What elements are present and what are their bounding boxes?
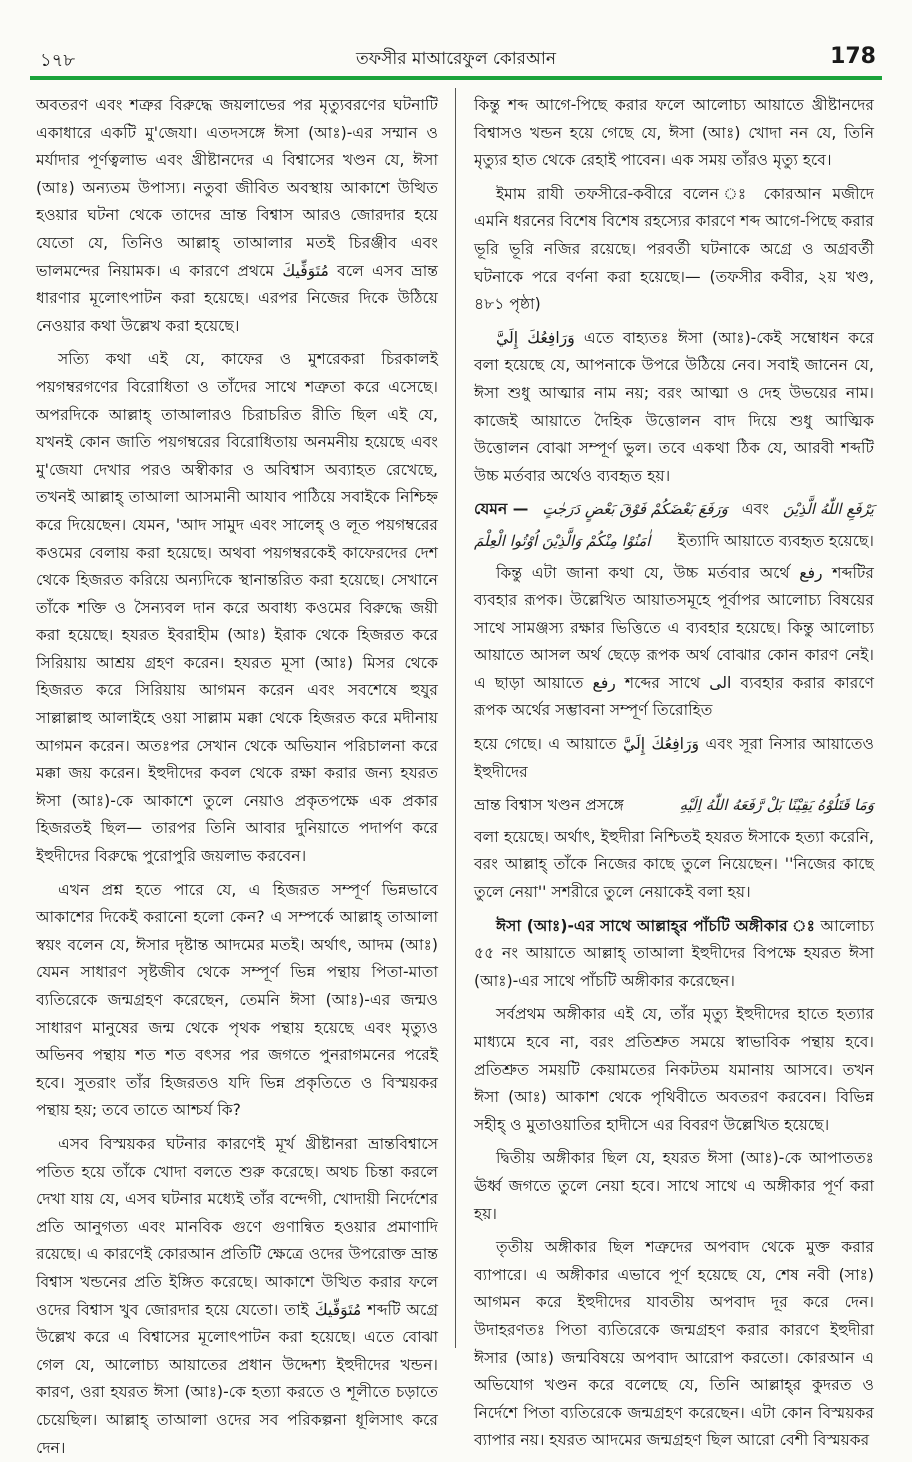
left-column: [36, 92, 438, 1457]
right-paragraph-2: ইমাম রাযী তফসীরে-কবীরে বলেন ঃ কোরআন মজীদে এমনি ধরনের বিশেষ বিশেষ রহস্যের কারণে শব্দ আগে-পিছে করার ভূরি ভূরি নজির রয়েছে। পরবর্তী ঘটনাকে অগ্রে ও অগ্রবর্তী ঘটনাকে পরে বর্ণনা করা হয়েছে।— (তফসীর কবীর, ২য় খণ্ড, ৪৮১ পৃষ্ঠা): [474, 184, 874, 314]
right-paragraph-11: তৃতীয় অঙ্গীকার ছিল শত্রুদের অপবাদ থেকে মুক্ত করার ব্যাপারে। এ অঙ্গীকার এভাবে পূর্ণ হয়েছে যে, শেষ নবী (সাঃ) আগমন করে ইহুদীদের যাবতীয় অপবাদ দূর করে দেন। উদাহরণতঃ পিতা ব্যতিরেকে জন্মগ্রহণ করার কারণে ইহুদীরা ঈসার (আঃ) জন্মবিষয়ে অপবাদ আরোপ করতো। কোরআন এ অভিযোগ খণ্ডন করে বলেছে যে, তিনি আল্লাহ্‌র কুদরত ও নির্দেশে পিতা ব্যতিরেকে জন্মগ্রহণ করেছেন। এটা কোন বিস্ময়কর ব্যাপার নয়। হযরত আদমের জন্মগ্রহণ ছিল আরো বেশী বিস্ময়কর: [474, 1238, 874, 1450]
ayat-nisa-row: [474, 792, 874, 820]
page-number-latin: 178: [830, 44, 876, 69]
page-number-bengali: ১৭৮: [40, 50, 76, 71]
ayat-arabic-3: اٰمَنُوْا مِنْكُمْ وَالَّذِيْنَ اُوْتُوا الْعِلْمَ: [474, 531, 651, 550]
column-divider: [455, 88, 456, 1348]
ayat-example-row-2: [474, 528, 874, 556]
right-paragraph-4: কিন্তু এটা জানা কথা যে, উচ্চ মর্তবার অর্থে رفع শব্দটির ব্যবহার রূপক। উল্লেখিত আয়াতসমূহে পূর্বাপর আলোচ্য বিষয়ের সাথে সামঞ্জস্য রক্ষার ভিত্তিতে এ ব্যবহার হয়েছে। কিন্তু আলোচ্য আয়াতে আসল অর্থ ছেড়ে রূপক অর্থ বোঝার কোন কারণ নেই। এ ছাড়া আয়াতে رفع শব্দের সাথে الى ব্যবহার করার কারণে রূপক অর্থের সম্ভাবনা সম্পূর্ণ তিরোহিত: [474, 563, 874, 720]
right-paragraph-8: [474, 913, 874, 996]
right-paragraph-9: সর্বপ্রথম অঙ্গীকার এই যে, তাঁর মৃত্যু ইহুদীদের হাতে হত্যার মাধ্যমে হবে না, বরং প্রতিশ্রুত সময়ে স্বাভাবিক পন্থায় হবে। প্রতিশ্রুত সময়টি কেয়ামতের নিকটতম যমানায় আসবে। তখন ঈসা (আঃ) আকাশ থেকে পৃথিবীতে অবতরণ করবেন। বিভিন্ন সহীহ্‌ ও মুতাওয়াতির হাদীসে এর বিবরণ উল্লেখিত হয়েছে।: [474, 1005, 874, 1134]
ayat-conjunction: এবং: [741, 500, 769, 519]
ayat-nisa-intro: ভ্রান্ত বিশ্বাস খণ্ডন প্রসঙ্গে: [474, 796, 624, 815]
left-paragraph-3: এখন প্রশ্ন হতে পারে যে, এ হিজরত সম্পূর্ণ ভিন্নভাবে আকাশের দিকেই করানো হলো কেন? এ সম্পর্কে আল্লাহ্‌ তাআলা স্বয়ং বলেন যে, ঈসার দৃষ্টান্ত আদমের মতই। অর্থাৎ, আদম (আঃ) যেমন সাধারণ সৃষ্টজীব থেকে সম্পূর্ণ ভিন্ন পন্থায় পিতা-মাতা ব্যতিরেকে জন্মগ্রহণ করেছেন, তেমনি ঈসা (আঃ)-এর জন্মও সাধারণ মানুষের জন্ম থেকে পৃথক পন্থায় হয়েছে এবং মৃত্যুও অভিনব পন্থায় শত শত বৎসর পর জগতে পুনরাগমনের পরেই হবে। সুতরাং তাঁর হিজরতও যদি ভিন্ন প্রকৃতিতে ও বিস্ময়কর পন্থায় হয়; তবে তাতে আশ্চর্য কি?: [36, 880, 438, 1120]
five-promises-text: আলোচ্য ৫৫ নং আয়াতে আল্লাহ্‌ তাআলা ইহুদীদের বিপক্ষে হযরত ঈসা (আঃ)-এর সাথে পাঁচটি অঙ্গীকার করেছেন।: [474, 916, 874, 990]
left-paragraph-4: এসব বিস্ময়কর ঘটনার কারণেই মূর্খ খ্রীষ্টানরা ভ্রান্তবিশ্বাসে পতিত হয়ে তাঁকে খোদা বলতে শুরু করেছে। অথচ চিন্তা করলে দেখা যায় যে, এসব ঘটনার মধ্যেই তাঁর বন্দেগী, খোদায়ী নির্দেশের প্রতি আনুগত্য এবং মানবিক গুণে গুণান্বিত হওয়ার প্রমাণাদি রয়েছে। এ কারণেই কোরআন প্রতিটি ক্ষেত্রে ওদের উপরোক্ত ভ্রান্ত বিশ্বাস খন্ডনের প্রতি ইঙ্গিত করেছে। আকাশে উত্থিত করার ফলে ওদের বিশ্বাস খুব জোরদার হয়ে যেতো। তাই مُتَوَفِّيكَ শব্দটি অগ্রে উল্লেখ করে এ বিশ্বাসের মূলোৎপাটন করা হয়েছে। এতে বোঝা গেল যে, আলোচ্য আয়াতের প্রধান উদ্দেশ্য ইহুদীদের খন্ডন। কারণ, ওরা হযরত ঈসা (আঃ)-কে হত্যা করতে ও শূলীতে চড়াতে চেয়েছিল। আল্লাহ্‌ তাআলা ওদের সব পরিকল্পনা ধূলিসাৎ করে দেন।: [36, 1134, 438, 1457]
page-title: তফসীর মাআরেফুল কোরআন: [356, 49, 556, 69]
right-paragraph-7: বলা হয়েছে। অর্থাৎ, ইহুদীরা নিশ্চিতই হযরত ঈসাকে হত্যা করেনি, বরং আল্লাহ্‌ তাঁকে নিজের কাছে তুলে নিয়েছেন। ''নিজের কাছে তুলে নেয়া'' সশরীরে তুলে নেয়াকেই বলা হয়।: [474, 827, 874, 902]
ayat-arabic-2: يَرْفَعِ اللّٰهُ الَّذِيْنَ: [782, 500, 874, 519]
five-promises-heading: ঈসা (আঃ)-এর সাথে আল্লাহ্‌র পাঁচটি অঙ্গীকার ঃ: [496, 916, 816, 935]
right-paragraph-5: হয়ে গেছে। এ আয়াতে وَرَافِعُكَ إِلَيَّ এবং সূরা নিসার আয়াতেও ইহুদীদের: [474, 735, 874, 781]
ayat-row2-text: ইত্যাদি আয়াতে ব্যবহৃত হয়েছে।: [677, 531, 874, 550]
right-paragraph-1: কিন্তু শব্দ আগে-পিছে করার ফলে আলোচ্য আয়াতে খ্রীষ্টানদের বিশ্বাসও খন্ডন হয়ে গেছে যে, ঈসা (আঃ) খোদা নন যে, তিনি মৃত্যুর হাত থেকে রেহাই পাবেন। এক সময় তাঁরও মৃত্যু হবে।: [474, 96, 874, 170]
ayat-nisa-arabic: وَمَا قَتَلُوْهُ يَقِيْنًا بَلْ رَّفَعَهُ اللّٰهُ اِلَيْهِ: [679, 796, 874, 815]
ayat-example-row-1: [474, 496, 874, 524]
ayat-intro-label: যেমন —: [474, 500, 529, 519]
right-paragraph-3: وَرَافِعُكَ إِلَيَّ এতে বাহ্যতঃ ঈসা (আঃ)-কেই সম্বোধন করে বলা হয়েছে যে, আপনাকে উপরে উঠিয়ে নেব। সবাই জানেন যে, ঈসা শুধু আত্মার নাম নয়; বরং আত্মা ও দেহ উভয়ের নাম। কাজেই আয়াতে দৈহিক উত্তোলন বাদ দিয়ে শুধু আত্মিক উত্তোলন বোঝা সম্পূর্ণ ভুল। তবে একথা ঠিক যে, আরবী শব্দটি উচ্চ মর্তবার অর্থেও ব্যবহৃত হয়।: [474, 328, 874, 485]
header-rule: [30, 76, 882, 80]
left-paragraph-1: অবতরণ এবং শত্রুর বিরুদ্ধে জয়লাভের পর মৃত্যুবরণের ঘটনাটি একাধারে একটি মু'জেযা। এতদসঙ্গে ঈসা (আঃ)-এর সম্মান ও মর্যাদার পূর্ণত্বলাভ এবং খ্রীষ্টানদের এ বিশ্বাসের খণ্ডন যে, ঈসা (আঃ) অন্যতম উপাস্য। নতুবা জীবিত অবস্থায় আকাশে উত্থিত হওয়ার ঘটনা থেকে তাদের ভ্রান্ত বিশ্বাস আরও জোরদার হয়ে যেতো যে, তিনিও আল্লাহ্‌ তাআলার মতই চিরঞ্জীব এবং ভালমন্দের নিয়ামক। এ কারণে প্রথমে مُتَوَفِّيكَ বলে এসব ভ্রান্ত ধারণার মূলোৎপাটন করা হয়েছে। এরপর নিজের দিকে উঠিয়ে নেওয়ার কথা উল্লেখ করা হয়েছে।: [36, 96, 438, 335]
ayat-arabic-1: وَرَفَعَ بَعْضَكُمْ فَوْقَ بَعْضٍ دَرَجٰتٍ: [542, 500, 728, 519]
right-column: [474, 92, 874, 1450]
page-header: [30, 42, 882, 72]
left-paragraph-2: সত্যি কথা এই যে, কাফের ও মুশরেকরা চিরকালই পয়গম্বরগণের বিরোধিতা ও তাঁদের সাথে শত্রুতা করে এসেছে। অপরদিকে আল্লাহ্‌ তাআলারও চিরাচরিত রীতি ছিল এই যে, যখনই কোন জাতি পয়গম্বরের বিরোধিতায় অনমনীয় হয়েছে এবং মু'জেযা দেখার পরও অস্বীকার ও অবিশ্বাস অব্যাহত রেখেছে, তখনই আল্লাহ্‌ তাআলা আসমানী আযাব পাঠিয়ে সবাইকে নিশ্চিহ্ন করে দিয়েছেন। যেমন, 'আদ সামুদ এবং সালেহ্‌ ও লূত পয়গম্বরের কওমের বেলায় করা হয়েছে। অথবা পয়গম্বরকেই কাফেরদের দেশ থেকে হিজরত করিয়ে অন্যদিকে স্থানান্তরিত করা হয়েছে। সেখানে তাঁকে শক্তি ও সৈন্যবল দান করে অবাধ্য কওমের বিরুদ্ধে জয়ী করা হয়েছে। হযরত ইবরাহীম (আঃ) ইরাক থেকে হিজরত করে সিরিয়ায় আশ্রয় গ্রহণ করেন। হযরত মূসা (আঃ) মিসর থেকে হিজরত করে সিরিয়ায় আগমন করেন এবং সবশেষে হুযুর সাল্লাল্লাহু আলাইহে ওয়া সাল্লাম মক্কা থেকে হিজরত করে মদীনায় আগমন করেন। অতঃপর সেখান থেকে অভিযান পরিচালনা করে মক্কা জয় করেন। ইহুদীদের কবল থেকে রক্ষা করার জন্য হযরত ঈসা (আঃ)-কে আকাশে তুলে নেয়াও প্রকৃতপক্ষে এক প্রকার হিজরতই ছিল— তারপর তিনি আবার দুনিয়াতে পদার্পণ করে ইহুদীদের বিরুদ্ধে পুরোপুরি জয়লাভ করবেন।: [36, 350, 438, 866]
right-paragraph-10: দ্বিতীয় অঙ্গীকার ছিল যে, হযরত ঈসা (আঃ)-কে আপাততঃ ঊর্ধ্ব জগতে তুলে নেয়া হবে। সাথে সাথে এ অঙ্গীকার পূর্ণ করা হয়।: [474, 1149, 874, 1223]
